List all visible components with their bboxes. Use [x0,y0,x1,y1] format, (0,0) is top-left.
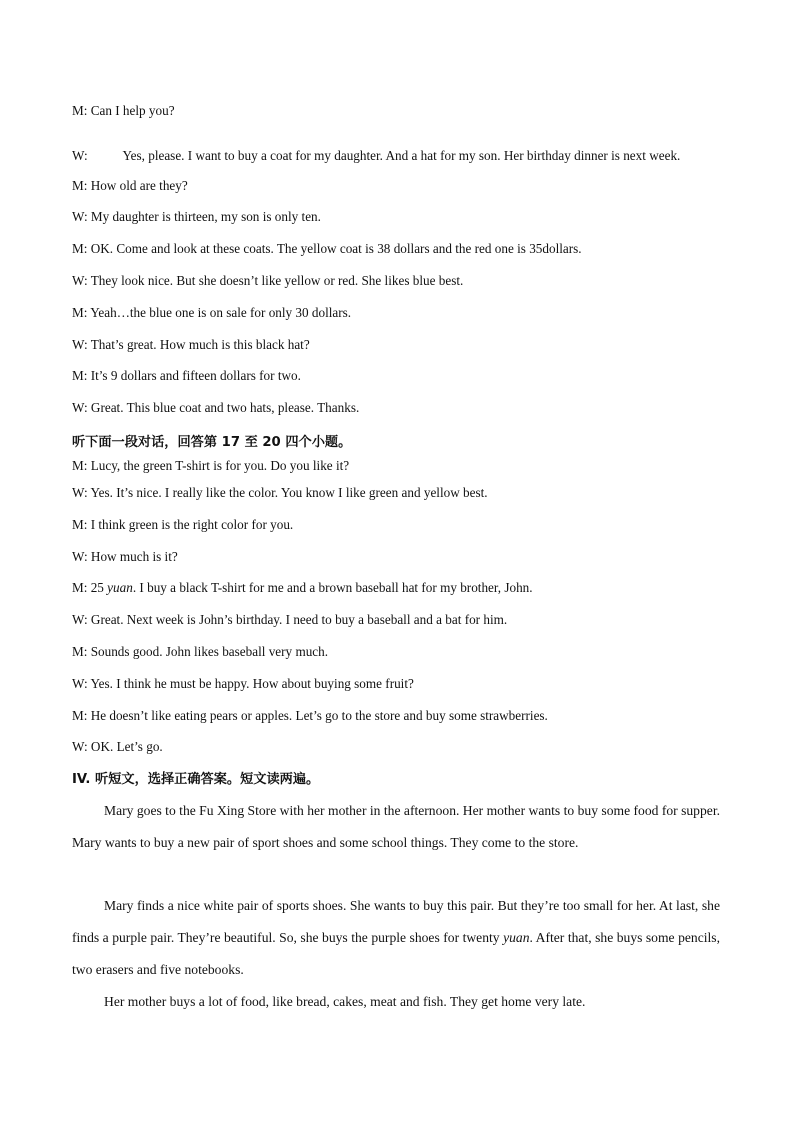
speaker: W: [72,273,88,288]
dialogue-line [72,708,548,724]
utterance-italic: yuan [107,580,133,595]
dialogue-line [72,148,680,164]
speaker: W: [72,148,88,163]
speaker: W: [72,549,88,564]
utterance: That’s great. How much is this black hat? [90,337,310,352]
dialogue-line [72,612,507,628]
utterance: Yes. It’s nice. I really like the color. You know I like green and yellow best. [90,485,488,500]
utterance: OK. Come and look at these coats. The yellow coat is 38 dollars and the red one is 35dollars. [90,241,582,256]
dialogue-line [72,273,463,289]
utterance: Yes, please. I want to buy a coat for my daughter. And a hat for my son. Her birthday dinner is next week. [122,148,681,163]
dialogue-line [72,103,175,119]
speaker: M: [72,368,88,383]
speaker: M: [72,580,88,595]
section-heading: IV. 听短文，选择正确答案。短文读两遍。 [72,772,320,787]
dialogue-line [72,739,163,755]
utterance: Great. Next week is John’s birthday. I need to buy a baseball and a bat for him. [90,612,508,627]
utterance [91,580,533,595]
speaker: W: [72,400,88,415]
speaker: W: [72,485,88,500]
speaker: M: [72,305,88,320]
speaker: M: [72,178,88,193]
dialogue-line [72,676,414,692]
passage-italic: yuan [503,929,530,945]
dialogue-line [72,580,533,596]
utterance: How old are they? [90,178,188,193]
dialogue-line [72,368,301,384]
speaker: M: [72,241,88,256]
utterance: OK. Let’s go. [90,739,163,754]
utterance: Can I help you? [90,103,175,118]
speaker: W: [72,337,88,352]
dialogue-line [72,209,321,225]
passage-paragraph: Her mother buys a lot of food, like bread, cakes, meat and fish. They get home very late. [104,994,586,1009]
utterance: They look nice. But she doesn’t like yellow or red. She likes blue best. [90,273,464,288]
dialogue-line [72,549,178,565]
utterance: Lucy, the green T-shirt is for you. Do you like it? [90,458,350,473]
passage-text: . After that, she buys some pencils, two erasers and five notebooks. [72,929,720,977]
utterance: Yeah…the blue one is on sale for only 30 dollars. [90,305,352,320]
utterance: Great. This blue coat and two hats, please. Thanks. [90,400,360,415]
speaker: M: [72,708,88,723]
speaker: W: [72,612,88,627]
dialogue-line [72,400,359,416]
passage-paragraph: Mary goes to the Fu Xing Store with her mother in the afternoon. Her mother wants to buy some food for supper. Mary wants to buy a new pair of sport shoes and some school things. They come to the store. [72,803,720,850]
speaker: M: [72,517,88,532]
dialogue-line [72,337,310,353]
speaker: W: [72,676,88,691]
dialogue-line [72,517,293,533]
passage-paragraph [72,890,720,985]
utterance: He doesn’t like eating pears or apples. Let’s go to the store and buy some strawberries. [90,708,548,723]
speaker: M: [72,458,88,473]
speaker: W: [72,209,88,224]
dialogue-line [72,458,349,474]
utterance-part: 25 [90,580,108,595]
passage-text: Mary finds a nice white pair of sports shoes. She wants to buy this pair. But they’re too small for her. At last, she finds a purple pair. They’re beautiful. So, she buys the purple shoes for twenty [72,898,720,945]
utterance: Sounds good. John likes baseball very much. [90,644,329,659]
dialogue-line [72,178,188,194]
utterance-part: . I buy a black T-shirt for me and a brown baseball hat for my brother, John. [132,580,533,595]
section-heading: 听下面一段对话，回答第 17 至 20 四个小题。 [72,435,352,450]
utterance: Yes. I think he must be happy. How about buying some fruit? [90,676,414,691]
utterance: My daughter is thirteen, my son is only ten. [90,209,321,224]
dialogue-line [72,241,582,257]
utterance: How much is it? [90,549,178,564]
speaker: W: [72,739,88,754]
speaker: M: [72,103,88,118]
dialogue-line [72,644,328,660]
utterance: I think green is the right color for you. [90,517,294,532]
speaker: M: [72,644,88,659]
utterance: It’s 9 dollars and fifteen dollars for two. [90,368,301,383]
dialogue-line [72,305,351,321]
dialogue-line [72,485,488,501]
